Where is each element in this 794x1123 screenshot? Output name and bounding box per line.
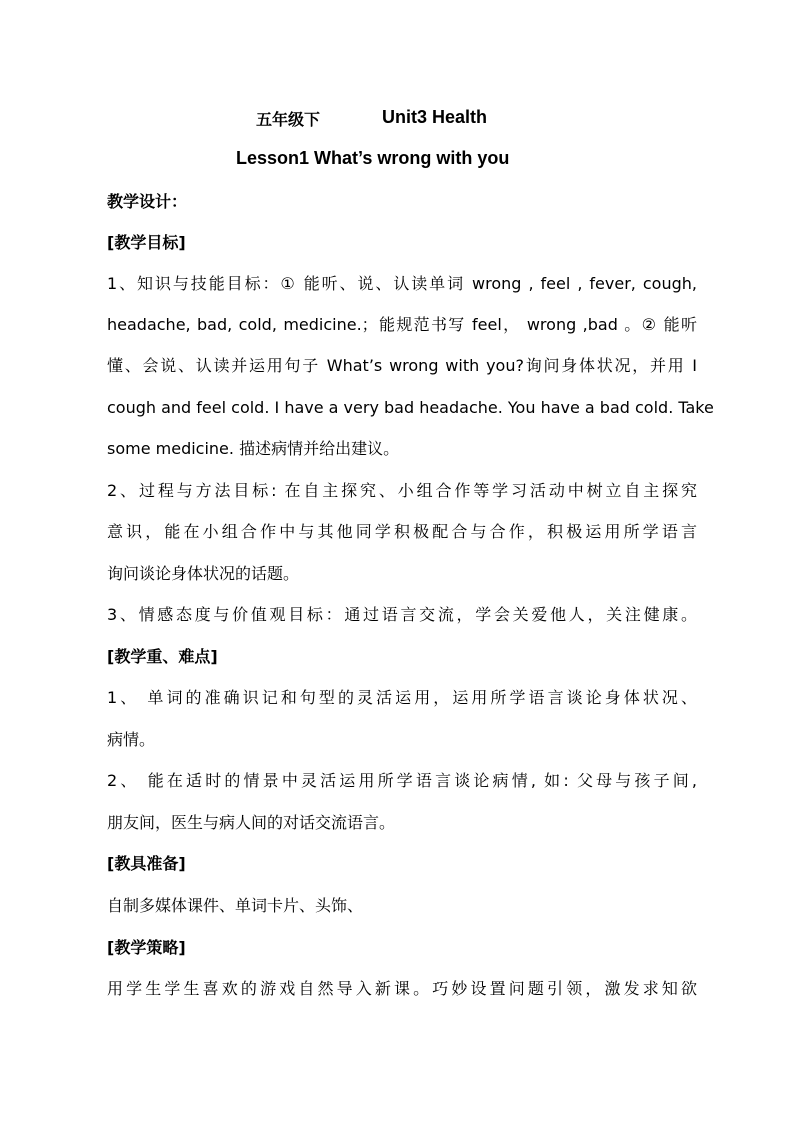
goals-line: 2、过程与方法目标: 在自主探究、小组合作等学习活动中树立自主探究 xyxy=(107,481,697,500)
strategy-heading: [教学策略] xyxy=(107,938,186,957)
lesson-title: Lesson1 What’s wrong with you xyxy=(236,148,510,168)
strategy-line: 用学生学生喜欢的游戏自然导入新课。巧妙设置问题引领，激发求知欲 xyxy=(107,979,697,998)
goals-line: some medicine. 描述病情并给出建议。 xyxy=(107,439,400,458)
grade-label: 五年级下 xyxy=(256,110,321,129)
key-points-line: 朋友间，医生与病人间的对话交流语言。 xyxy=(107,813,396,832)
goals-line: 意识，能在小组合作中与其他同学积极配合与合作，积极运用所学语言 xyxy=(107,522,697,541)
key-points-line: 病情。 xyxy=(107,730,156,749)
goals-line: 1、知识与技能目标：① 能听、说、认读单词 wrong , feel , fever, cough, xyxy=(107,274,697,293)
goals-heading: [教学目标] xyxy=(107,233,186,252)
materials-line: 自制多媒体课件、单词卡片、头饰、 xyxy=(107,896,364,915)
design-heading: 教学设计： xyxy=(107,192,188,211)
goals-line: 3、情感态度与价值观目标：通过语言交流，学会关爱他人，关注健康。 xyxy=(107,605,697,624)
key-points-line: 2、 能在适时的情景中灵活运用所学语言谈论病情, 如: 父母与孩子间, xyxy=(107,771,697,790)
goals-line: cough and feel cold. I have a very bad headache. You have a bad cold. Take xyxy=(107,398,714,417)
materials-heading: [教具准备] xyxy=(107,854,186,873)
goals-line: 询问谈论身体状况的话题。 xyxy=(107,564,300,583)
unit-title: Unit3 Health xyxy=(382,107,488,127)
goals-line: headache, bad, cold, medicine.；能规范书写 feel， wrong ,bad 。② 能听 xyxy=(107,315,697,334)
goals-line: 懂、会说、认读并运用句子 What’s wrong with you?询问身体状况，并用 I xyxy=(107,356,697,375)
key-points-line: 1、 单词的准确识记和句型的灵活运用，运用所学语言谈论身体状况、 xyxy=(107,688,697,707)
key-points-heading: [教学重、难点] xyxy=(107,647,218,666)
